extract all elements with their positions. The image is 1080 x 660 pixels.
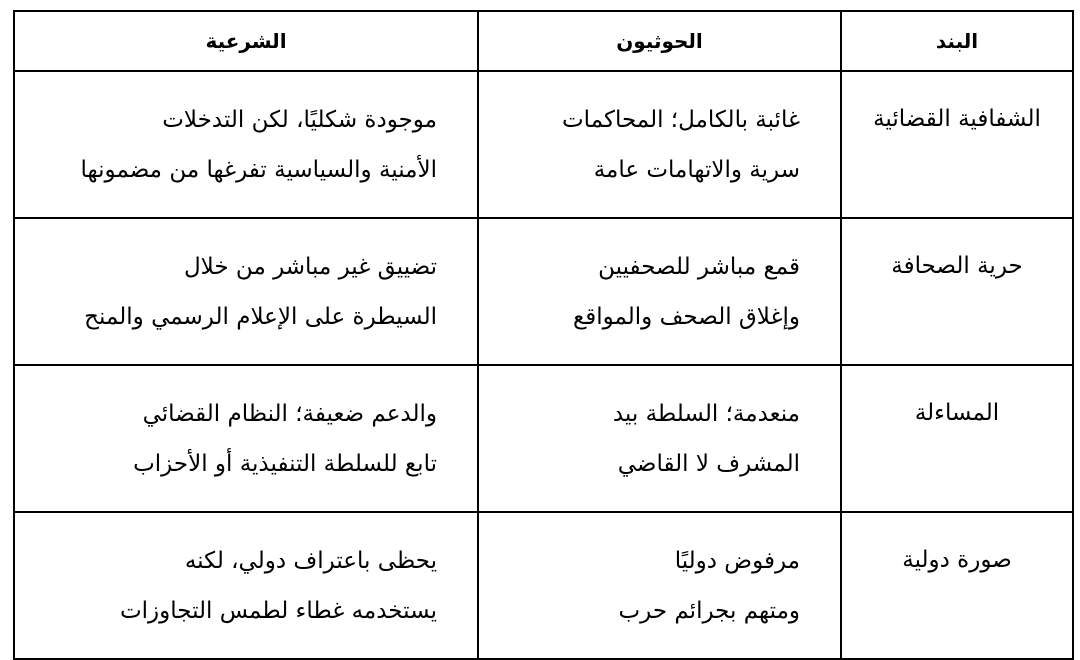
legitimacy-line: يستخدمه غطاء لطمس التجاوزات [119,597,437,624]
houthi-line: وإغلاق الصحف والمواقع [572,303,800,330]
header-row [14,11,1073,71]
legitimacy-cell [14,512,478,659]
comparison-table [13,10,1074,660]
houthi-cell [478,71,841,218]
item-cell: المساءلة [841,365,1073,512]
header-legitimacy: الشرعية [14,11,478,71]
legitimacy-line: والدعم ضعيفة؛ النظام القضائي [142,400,437,427]
houthi-cell [478,512,841,659]
item-cell: صورة دولية [841,512,1073,659]
legitimacy-line: تضييق غير مباشر من خلال [183,253,437,280]
houthi-cell [478,365,841,512]
houthi-line: سرية والاتهامات عامة [593,156,800,183]
header-item: البند [841,11,1073,71]
table-row [14,71,1073,218]
table-row [14,512,1073,659]
legitimacy-line: موجودة شكليًا، لكن التدخلات [162,106,437,133]
table-row [14,218,1073,365]
houthi-line: ومتهم بجرائم حرب [618,597,800,624]
legitimacy-line: يحظى باعتراف دولي، لكنه [184,547,437,574]
houthi-line: غائبة بالكامل؛ المحاكمات [562,106,800,133]
header-houthi: الحوثيون [478,11,841,71]
item-cell: الشفافية القضائية [841,71,1073,218]
houthi-line: مرفوض دوليًا [674,547,800,574]
houthi-cell [478,218,841,365]
legitimacy-line: تابع للسلطة التنفيذية أو الأحزاب [133,450,437,477]
legitimacy-line: السيطرة على الإعلام الرسمي والمنح [84,303,437,330]
item-cell: حرية الصحافة [841,218,1073,365]
houthi-line: منعدمة؛ السلطة بيد [612,400,800,427]
houthi-line: قمع مباشر للصحفيين [598,253,800,280]
legitimacy-cell [14,365,478,512]
legitimacy-cell [14,71,478,218]
table-row [14,365,1073,512]
houthi-line: المشرف لا القاضي [617,450,800,477]
legitimacy-cell [14,218,478,365]
legitimacy-line: الأمنية والسياسية تفرغها من مضمونها [80,156,437,183]
